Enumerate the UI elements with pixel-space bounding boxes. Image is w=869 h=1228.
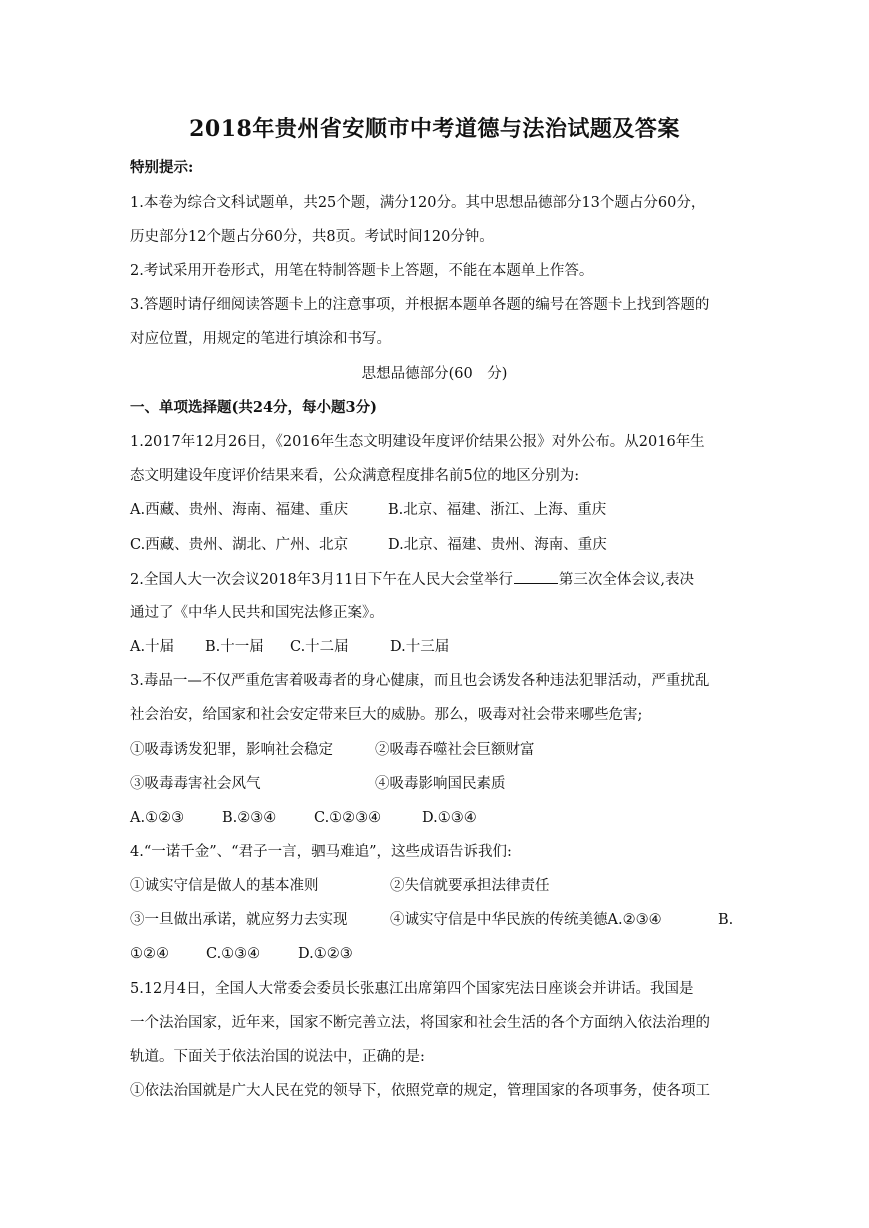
question-5-line-4: ①依法治国就是广大人民在党的领导下，依照党章的规定，管理国家的各项事务，使各项工: [130, 1083, 710, 1099]
question-4-option-a: A.②③④: [607, 912, 662, 928]
question-2-text-before-blank: 2.全国人大一次会议2018年3月11日下午在人民大会堂举行: [130, 572, 513, 588]
question-3-option-a: A.①②③: [130, 810, 185, 826]
question-3-statement-1: ①吸毒诱发犯罪，影响社会稳定: [130, 742, 333, 758]
question-4-option-b: ①②④: [130, 946, 169, 962]
question-5-line-3: 轨道。下面关于依法治国的说法中，正确的是:: [130, 1049, 425, 1065]
question-4-options-row: [130, 944, 742, 964]
question-2-line-1: [130, 569, 742, 590]
question-4-statement-2: ②失信就要承担法律责任: [390, 878, 550, 894]
question-1-option-c: C.西藏、贵州、湖北、广州、北京: [130, 537, 349, 553]
section-heading: 一、单项选择题(共24分，每小题3分): [130, 399, 377, 416]
question-4-option-d: D.①②③: [298, 946, 353, 962]
question-4-option-b-label: B.: [718, 912, 734, 928]
question-2-text-after-blank: 第三次全体会议,表决: [558, 572, 695, 588]
question-2-line-2: 通过了《中华人民共和国宪法修正案》。: [130, 605, 384, 621]
question-3-options: [130, 808, 742, 828]
question-5-line-2: 一个法治国家，近年来，国家不断完善立法，将国家和社会生活的各个方面纳入依法治理的: [130, 1015, 710, 1031]
question-4-option-c: C.①③④: [206, 946, 261, 962]
notice-heading: 特别提示:: [130, 159, 194, 176]
question-3-option-c: C.①②③④: [314, 810, 382, 826]
question-1-options-row-2: [130, 535, 742, 555]
notice-item-1-line-1: 1.本卷为综合文科试题单，共25个题，满分120分。其中思想品德部分13个题占分60分，: [130, 195, 706, 211]
question-4-statement-1: ①诚实守信是做人的基本准则: [130, 878, 319, 894]
notice-item-2: 2.考试采用开卷形式，用笔在特制答题卡上答题，不能在本题单上作答。: [130, 263, 594, 279]
notice-item-1-line-2: 历史部分12个题占分60分，共8页。考试时间120分钟。: [130, 229, 494, 245]
question-4-statements-row-1: [130, 876, 742, 896]
question-4-statement-4: ④诚实守信是中华民族的传统美德: [390, 912, 608, 928]
question-3-option-d: D.①③④: [422, 810, 477, 826]
question-3-statement-3: ③吸毒毒害社会风气: [130, 776, 261, 792]
fill-in-blank: [514, 569, 558, 584]
question-4-statements-row-2: [130, 910, 742, 930]
question-1-line-1: 1.2017年12月26日，《2016年生态文明建设年度评价结果公报》对外公布。从2016年生: [130, 434, 705, 450]
question-3-statements-row-1: [130, 740, 742, 760]
document-title: 2018年贵州省安顺市中考道德与法治试题及答案: [189, 116, 680, 142]
question-3-statements-row-2: [130, 774, 742, 794]
notice-item-3-line-2: 对应位置，用规定的笔进行填涂和书写。: [130, 331, 391, 347]
question-4-statement-3: ③一旦做出承诺，就应努力去实现: [130, 912, 348, 928]
question-4-line-1: 4.“一诺千金”、“君子一言，驷马难追”，这些成语告诉我们:: [130, 844, 512, 860]
question-1-option-b: B.北京、福建、浙江、上海、重庆: [388, 502, 607, 518]
question-1-option-a: A.西藏、贵州、海南、福建、重庆: [130, 502, 349, 518]
question-2-option-a: A.十届: [130, 639, 175, 655]
question-3-option-b: B.②③④: [222, 810, 277, 826]
question-2-options: [130, 637, 742, 657]
question-3-line-2: 社会治安，给国家和社会安定带来巨大的威胁。那么，吸毒对社会带来哪些危害;: [130, 707, 643, 723]
question-2-option-b: B.十一届: [205, 639, 264, 655]
question-1-option-d: D.北京、福建、贵州、海南、重庆: [388, 537, 607, 553]
question-3-line-1: 3.毒品一—不仅严重危害着吸毒者的身心健康，而且也会诱发各种违法犯罪活动，严重扰乱: [130, 673, 710, 689]
question-4-statement-4-and-option-a: [390, 910, 662, 930]
question-3-statement-2: ②吸毒吞噬社会巨额财富: [375, 742, 535, 758]
question-2-option-c: C.十二届: [290, 639, 349, 655]
part-title: 思想品德部分(60 分): [361, 366, 508, 382]
question-2-option-d: D.十三届: [390, 639, 450, 655]
question-5-line-1: 5.12月4日，全国人大常委会委员长张惠江出席第四个国家宪法日座谈会并讲话。我国是: [130, 981, 694, 997]
question-1-line-2: 态文明建设年度评价结果来看，公众满意程度排名前5位的地区分别为:: [130, 468, 580, 484]
question-1-options-row-1: [130, 500, 742, 520]
question-3-statement-4: ④吸毒影响国民素质: [375, 776, 506, 792]
notice-item-3-line-1: 3.答题时请仔细阅读答题卡上的注意事项，并根据本题单各题的编号在答题卡上找到答题的: [130, 297, 710, 313]
